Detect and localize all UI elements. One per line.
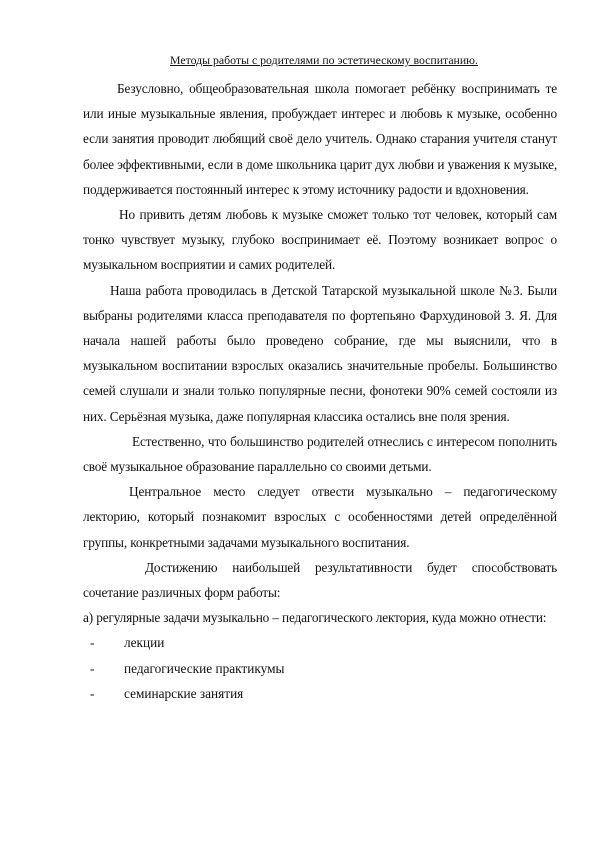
list-item-text: лекции xyxy=(124,635,165,651)
list-item-text: семинарские занятия xyxy=(124,685,244,701)
paragraph-lectorium: Центральное место следует отвести музыкально – педагогическому лекторию, который познакомит взрослых с особенностями детей определённой группы, конкретными задачами музыкального воспитания. xyxy=(83,484,557,550)
paragraph-regular-tasks: а) регулярные задачи музыкально – педагогического лектория, куда можно отнести: xyxy=(83,610,547,626)
forms-list xyxy=(83,630,557,706)
paragraph-interest: Естественно, что большинство родителей отнеслись с интересом пополнить своё музыкальное образование параллельно со своими детьми. xyxy=(83,433,557,475)
list-item xyxy=(90,630,557,655)
paragraph-our-work: Наша работа проводилась в Детской Татарской музыкальной школе №3. Были выбраны родителями класса преподавателя по фортепьяно Фархудиновой З. Я. Для начала нашей работы было проведено собрание, где мы выяснили, что в музыкальном воспитании взрослых оказались значительные пробелы. Большинство семей слушали и знали только популярные песни, фонотеки 90% семей состояли из них. Серьёзная музыка, даже популярная классика остались вне поля зрения. xyxy=(83,282,557,424)
list-item-text: педагогические практикумы xyxy=(124,660,285,676)
paragraph-forms-of-work: Достижению наибольшей результативности будет способствовать сочетание различных форм работы: xyxy=(83,559,557,601)
list-dash: - xyxy=(90,685,95,701)
list-dash: - xyxy=(90,660,95,676)
document-title: Методы работы с родителями по эстетическому воспитанию. xyxy=(170,53,478,67)
paragraph-parents-perception: Но привить детям любовь к музыке сможет только тот человек, который сам тонко чувствует музыку, глубоко воспринимает её. Поэтому возникает вопрос о музыкальном восприятии и самих родителей. xyxy=(83,207,557,273)
list-item xyxy=(90,681,557,706)
paragraph-intro: Безусловно, общеобразовательная школа помогает ребёнку воспринимать те или иные музыкальные явления, пробуждает интерес и любовь к музыке, особенно если занятия проводит любящий своё дело учитель. Однако старания учителя станут более эффективными, если в доме школьника царит дух любви и уважения к музыке, поддерживается постоянный интерес к этому источнику радости и вдохновения. xyxy=(83,81,557,197)
list-dash: - xyxy=(90,635,95,651)
list-item xyxy=(90,656,557,681)
